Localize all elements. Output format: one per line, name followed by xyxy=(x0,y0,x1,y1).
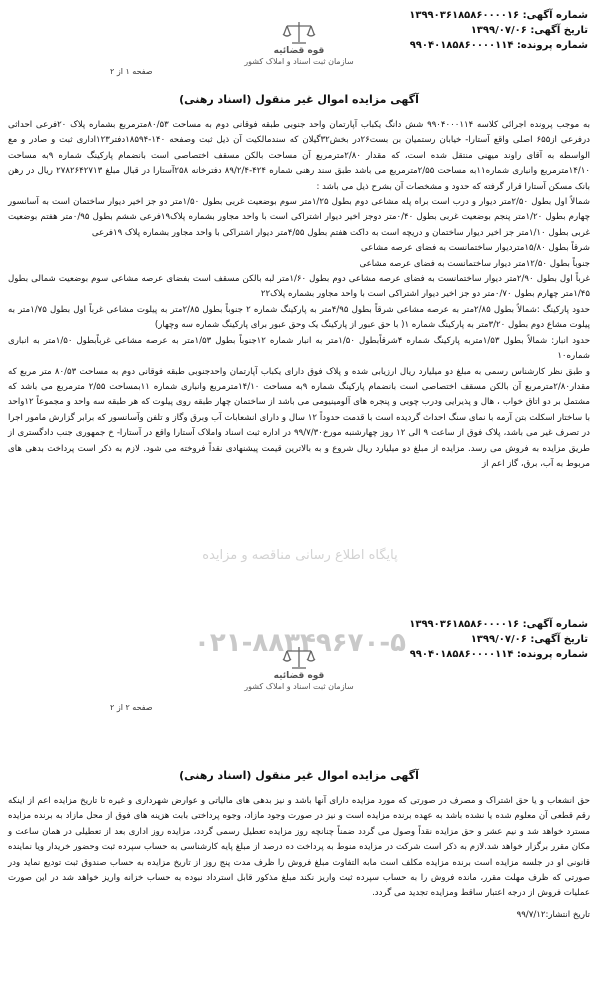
notice-date: تاریخ آگهی: ۱۳۹۹/۰۷/۰۶ xyxy=(470,634,588,645)
notice-number: شماره آگهی: ۱۳۹۹۰۳۶۱۸۵۸۶۰۰۰۰۱۶ xyxy=(409,619,588,630)
paragraph: و طبق نظر کارشناس رسمی به مبلغ دو میلیارد ریال ارزیابی شده و پلاک فوق دارای یکباب آپارتمان واحدجنوبی طبقه فوقانی دوم به مساحت ۸۰/۵۳ متر مربع که مقدار۲/۸۰مترمربع آن بالکن مسقف اختصاصی است بانضمام پارکینگ شماره ۹به مساحت ۱۴/۱۰مترمربع وانباری شماره ۱۱بمساحت ۲/۵۵ مترمربع می باشد که مشتمل بر دو اتاق خواب ، هال و پذیرایی ودرب چوبی و پنجره های آلومینیومی می باشد از ساختمان چهار طبقه روی پیلوت که هر طبقه سه واحد و مجموعاً ۱۲واحد با ساختار اسکلت بتن آرمه با نمای سنگ احداث گردیده است با قدمت حدوداً ۱۲ سال و دارای انشعابات آب وبرق وگاز و تلفن وآسانسور که برابر گزارش مامور اجرا در تصرف غیر می باشد، پلاک فوق از ساعت ۹ الی ۱۲ روز چهارشنبه مورخ۹۹/۷/۳۰ در اداره ثبت اسناد واملاک آستارا واقع در آستارا- خ جمهوری جنب دادگستری از طریق مزایده به فروش می رسد. مزایده از مبلغ دو میلیارد ریال شروع و به بالاترین قیمت پیشنهادی نقداً فروخته می شود. لازم به ذکر است پرداخت بدهی های مربوط به آب، برق، گاز اعم از xyxy=(8,366,591,469)
notice-date: تاریخ آگهی: ۱۳۹۹/۰۷/۰۶ xyxy=(470,25,588,36)
notice-body xyxy=(8,118,590,472)
paragraph: غرباً اول بطول ۲/۹۰متر دیوار ساختمانست به فضای عرصه مشاعی دوم بطول ۱/۶۰متر لبه بالکن مسقف است بفضای عرصه مشاعی سوم بوضعیت شمالی بطول ۱/۴۵متر چهارم بطول ۰/۷۰متر دو جز اخیر دیوار اشتراکی است با واحد مجاور بشماره پلاک۲۲ xyxy=(8,274,590,300)
file-number: شماره پرونده: ۹۹۰۴۰۱۸۵۸۶۰۰۰۰۱۱۴ xyxy=(409,40,588,51)
paragraph: به موجب پرونده اجرائی کلاسه ۹۹۰۴۰۰۰۱۱۴ شش دانگ یکباب آپارتمان واحد جنوبی طبقه فوقانی دوم به مساحت ۸۰/۵۳مترمربع بشماره پلاک ۲۰فرعی احداثی درفرعی از۶۵۵ اصلی واقع آستارا- خیابان رستمیان بن بست۲۶در بخش۳۲گیلان که سندمالکیت آن ذیل ثبت وصفحه ۱۴۰-۱۸۵۹۴دفتر۱۲۳اداری ثبت و صادر و مع الواسطه به آقای راوند میهنی منتقل شده است، که مقدار ۲/۸۰مترمربع آن مساحت بالکن مسقف اختصاصی است بانضمام پارکینگ شماره ۹به مساحت ۱۴/۱۰مترمربع وانباری شماره۱۱به مساحت ۲/۵۵مترمربع می باشد طبق سند رهنی شماره ۴۲۴-۸۹/۲/۴ دفترخانه ۲۵۸آستارا در قبال مبلغ ۲۷۸۲۶۴۲۷۱۳ ریال در رهن بانک مسکن آستارا قرار گرفته که حدود و مشخصات آن بشرح ذیل می باشد : xyxy=(8,120,591,192)
notice-meta xyxy=(409,8,588,53)
file-number: شماره پرونده: ۹۹۰۴۰۱۸۵۸۶۰۰۰۰۱۱۴ xyxy=(409,649,588,660)
publish-date: تاریخ انتشار:۹۹/۷/۱۲ xyxy=(516,909,590,920)
paragraph: حق انشعاب و یا حق اشتراک و مصرف در صورتی که مورد مزایده دارای آنها باشد و نیز بدهی های مالیاتی و عوارض شهرداری و غیره تا تاریخ مزایده اعم از اینکه رقم قطعی آن معلوم شده یا نشده باشد به عهده برنده مزایده است و نیز در صورت وجود مازاد، وجوه پرداختی بابت هزینه های فوق از محل مازاد به برنده مزایده مسترد خواهد شد و نیم عشر و حق مزایده نقداً وصول می گردد ضمناً چنانچه روز مزایده تعطیل رسمی گردد، مزایده روز اداری بعد از تعطیلی در همان ساعت و مکان مقرر برگزار خواهد شد.لازم به ذکر است شرکت در مزایده منوط به پرداخت ده درصد از مبلغ پایه کارشناسی به حساب سپرده ثبت وحضور خریدار ویا نماینده قانونی او در جلسه مزایده است برنده مزایده مکلف است مابه التفاوت مبلغ فروش را ظرف مدت پنج روز از تاریخ مزایده به حساب صندوق ثبت تودیع نماید ودر صورتی که ظرف مهلت مقرر، مانده فروش را به حساب سپرده ثبت واریز نکند مبلغ مذکور قابل استرداد نبوده به حساب خزانه واریز خواهد شد در این صورت عملیات فروش از درجه اعتبار ساقط ومزایده تجدید می گردد. xyxy=(8,796,590,899)
notice-title: آگهی مزایده اموال غیر منقول (اسناد رهنی) xyxy=(179,93,419,106)
notice-number: شماره آگهی: ۱۳۹۹۰۳۶۱۸۵۸۶۰۰۰۰۱۶ xyxy=(409,10,588,21)
paragraph: جنوباً بطول ۱۲/۵۰متر دیوار ساختمانست به فضای عرصه مشاعی xyxy=(359,258,590,269)
page-label: صفحه ۲ از ۲ xyxy=(110,703,153,712)
scales-of-justice-icon xyxy=(282,20,316,46)
paragraph: شمالاً اول بطول ۲/۵۰متر دیوار و درب است براه پله مشاعی دوم بطول ۱/۲۵متر سوم بوضعیت غربی بطول ۱/۵۰متر دو جز اخیر دیوار ساختمان است به آسانسور چهارم بطول ۱/۲۰متر پنجم بوضعیت غربی بطول ۰/۴۰متر دوجز اخیر دیوار اشتراکی است با واحد مجاور بشماره پلاک۱۹فرعی ششم بطول ۰/۹۵متر هفتم بوضعیت غربی بطول ۱/۱۰متر جز اخیر دیوار ساختمان و دریچه است به داکت هفتم بطول ۴/۵۵متر دیوار اشتراکی با واحد مجاور بشماره پلاک ۱۹فرعی xyxy=(8,197,591,238)
notice-page-2 xyxy=(0,607,598,1004)
paragraph: حدود انبار: شمالاً بطول ۱/۵۳متربه پارکینگ شماره ۴شرقاًبطول ۱/۵۰متر به انبار شماره ۱۲جنوباً بطول ۱/۵۳متر به عرصه مشاعی غرباًبطول ۱/۵۰متر به انباری شماره۱۰ xyxy=(8,335,591,362)
watermark-caption: پایگاه اطلاع رسانی مناقصه و مزایده xyxy=(202,548,398,563)
emblem-title: قوه قضائیه xyxy=(273,46,325,56)
notice-body xyxy=(8,794,590,923)
emblem-title: قوه قضائیه xyxy=(273,671,325,681)
emblem-subtitle: سازمان ثبت اسناد و املاک کشور xyxy=(244,57,354,66)
emblem-subtitle: سازمان ثبت اسناد و املاک کشور xyxy=(244,682,354,691)
page-label: صفحه ۱ از ۲ xyxy=(110,67,153,76)
paragraph: حدود پارکینگ :شمالاً بطول ۲/۸۵متر به عرصه مشاعی شرقاً بطول ۴/۹۵متر به پارکینگ شماره ۲ جنوباً بطول ۲/۸۵متر به پیلوت مشاعی غرباً اول بطول ۱/۷۵متر به پیلوت مشاع دوم بطول ۳/۲۰متر به پارکینگ شماره ۱( با حق عبور از پارکینگ یک وحق عبور برای پارکینگ شماره سه وچهار) xyxy=(8,304,590,331)
watermark-phone: ۰۲۱-۸۸۳۴۹۶۷۰-۵ xyxy=(193,628,406,658)
scales-of-justice-icon xyxy=(282,645,316,671)
judiciary-emblem xyxy=(214,20,384,67)
notice-title: آگهی مزایده اموال غیر منقول (اسناد رهنی) xyxy=(179,769,419,782)
paragraph: شرقاً بطول ۱۵/۸۰متردیوار ساختمانست به فضای عرصه مشاعی xyxy=(360,243,590,254)
judiciary-emblem xyxy=(214,645,384,692)
notice-meta xyxy=(409,617,588,662)
